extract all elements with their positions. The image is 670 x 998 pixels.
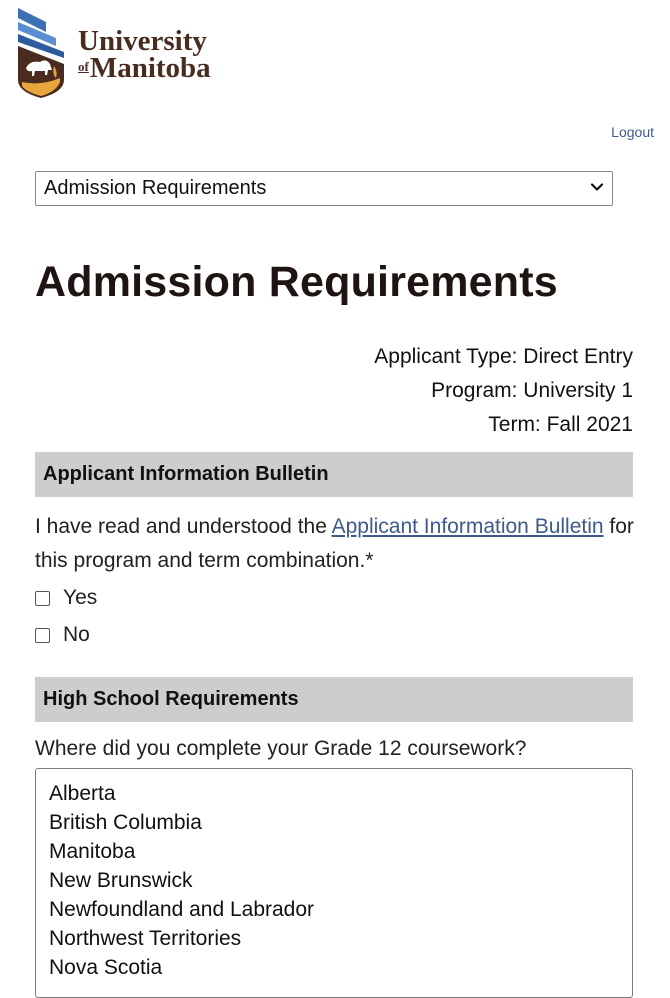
province-listbox[interactable] bbox=[35, 768, 633, 998]
logo-of: of bbox=[78, 59, 89, 74]
province-option[interactable]: Newfoundland and Labrador bbox=[49, 898, 315, 921]
application-meta bbox=[374, 340, 633, 442]
high-school-section-header: High School Requirements bbox=[35, 677, 633, 722]
bulletin-section-header: Applicant Information Bulletin bbox=[35, 452, 633, 497]
bulletin-option-no[interactable] bbox=[35, 623, 90, 647]
grade12-question: Where did you complete your Grade 12 coursework? bbox=[35, 737, 527, 760]
bulletin-option-yes[interactable] bbox=[35, 586, 97, 610]
province-option[interactable]: British Columbia bbox=[49, 811, 202, 834]
yes-checkbox[interactable] bbox=[35, 591, 50, 606]
logo-wordmark bbox=[78, 25, 211, 84]
applicant-type: Applicant Type: Direct Entry bbox=[374, 345, 633, 368]
no-label: No bbox=[63, 623, 90, 646]
province-option[interactable]: Northwest Territories bbox=[49, 927, 242, 950]
bulletin-text-after: for this program and term combination.* bbox=[35, 515, 634, 572]
province-option[interactable]: Alberta bbox=[49, 782, 116, 805]
province-option[interactable]: Manitoba bbox=[49, 840, 136, 863]
bulletin-link[interactable]: Applicant Information Bulletin bbox=[331, 515, 604, 538]
bulletin-text-before: I have read and understood the bbox=[35, 515, 332, 538]
university-logo[interactable] bbox=[16, 8, 211, 98]
page-select-value: Admission Requirements bbox=[44, 177, 267, 199]
logout-link[interactable]: Logout bbox=[611, 124, 654, 140]
province-option[interactable]: Nova Scotia bbox=[49, 956, 163, 979]
yes-label: Yes bbox=[63, 586, 98, 609]
province-option[interactable]: New Brunswick bbox=[49, 869, 193, 892]
program: Program: University 1 bbox=[431, 379, 633, 402]
bulletin-statement bbox=[35, 510, 635, 578]
logo-line1: University bbox=[78, 25, 207, 57]
university-crest-icon bbox=[16, 8, 66, 98]
logo-line2: Manitoba bbox=[89, 52, 211, 84]
page-title: Admission Requirements bbox=[35, 258, 558, 306]
chevron-down-icon bbox=[590, 180, 604, 194]
no-checkbox[interactable] bbox=[35, 628, 50, 643]
page-select-dropdown[interactable] bbox=[35, 171, 613, 206]
term: Term: Fall 2021 bbox=[488, 413, 633, 436]
